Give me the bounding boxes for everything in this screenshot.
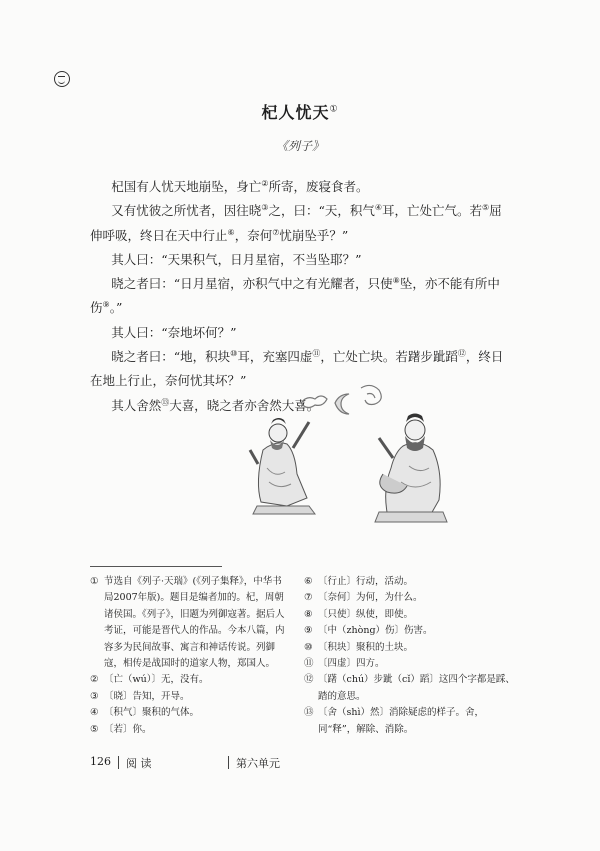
footnote-number: ⑫: [304, 674, 314, 686]
footer-section: 阅 读: [126, 757, 152, 770]
footnote: [90, 705, 290, 721]
paragraph-text: 耳，亡处亡气。若: [382, 203, 483, 219]
footer-divider: [118, 756, 119, 769]
illustration: [243, 378, 455, 538]
note-mark: ⑥: [227, 227, 235, 237]
footnote-number: ③: [90, 690, 99, 702]
paragraph-text: 耳，充塞四虚: [237, 349, 313, 365]
paragraph: [90, 199, 510, 248]
footnote-text: 节选自《列子·天瑞》(《列子集释》，中华书局2007年版)。题目是编者加的。杞，周朝诸侯国。《列子》，旧题为列御寇著。据后人考证，可能是晋代人的作品。今本八篇，内容多为民间故事、寓言和神话传说。列御寇，相传是战国时的道家人物，郑国人。: [104, 576, 285, 670]
footnote-text: 〔四虚〕四方。: [318, 658, 385, 670]
footnote: [90, 574, 290, 672]
footnote-text: 〔躇（chú）步跐（cǐ）蹈〕这四个字都是踩、踏的意思。: [318, 674, 515, 702]
footnote-number: ⑧: [304, 608, 313, 620]
paragraph-text: 之，曰：“天，积气: [268, 203, 375, 219]
paragraph-text: 其人舍然: [111, 397, 162, 413]
paragraph-text: 。”: [109, 300, 123, 316]
paragraph-text: 其人曰：“天果积气，日月星宿，不当坠耶？”: [111, 251, 362, 267]
footnote-number: ⑪: [304, 658, 314, 670]
footnote-text: 〔舍（shì）然〕消除疑虑的样子。舍，同“释”，解除、消除。: [318, 707, 485, 735]
paragraph-text: 又有忧彼之所忧者，因往晓: [111, 203, 262, 219]
footnote: [90, 672, 290, 688]
footnote-text: 〔中（zhòng）伤〕伤害。: [318, 625, 433, 637]
footnote-text: 〔奈何〕为何，为什么。: [318, 592, 423, 604]
footnote-number: ②: [90, 674, 99, 686]
footnote-number: ①: [90, 576, 99, 587]
footnote-text: 〔若〕你。: [104, 723, 152, 735]
footnote-number: ⑬: [304, 707, 314, 719]
page-number: 126: [90, 755, 111, 768]
footnote-rule: [90, 566, 222, 567]
footnote: [304, 590, 516, 606]
note-mark: ⑩: [230, 348, 238, 358]
footnote: [304, 623, 516, 639]
footer-divider: [228, 756, 229, 769]
paragraph-text: ，奈何: [234, 227, 273, 243]
paragraph: [90, 175, 510, 199]
note-mark: ⑪: [312, 348, 321, 358]
footnote: [304, 607, 516, 623]
paragraph-text: ，终日在地上行止，奈何忧其坏？”: [90, 349, 504, 389]
footnote-number: ⑤: [90, 723, 99, 735]
note-mark: ⑧: [392, 276, 400, 286]
footnote-number: ⑥: [304, 576, 313, 587]
footnote-text: 〔积气〕聚积的气体。: [104, 707, 200, 719]
paragraph-text: 坠，亦不能有所中伤: [90, 276, 500, 316]
footnote-text: 〔积块〕聚积的土块。: [318, 641, 414, 653]
page-title: 杞人忧天①: [261, 103, 339, 122]
note-mark: ⑫: [457, 348, 466, 358]
paragraph-text: 所寄，废寝食者。: [268, 179, 369, 194]
footnote-text: 〔行止〕行动，活动。: [318, 576, 414, 587]
footnotes-right: [304, 574, 516, 738]
note-mark: ③: [261, 203, 269, 213]
footnote-number: ④: [90, 707, 99, 719]
footnote-number: ⑦: [304, 592, 313, 604]
note-mark: ⑤: [482, 203, 490, 213]
left-figure-icon: [250, 418, 315, 514]
footnotes-left: [90, 574, 290, 738]
paragraph-text: 杞国有人忧天地崩坠，身亡: [111, 179, 262, 194]
footnote: [304, 574, 516, 590]
paragraph-text: 屈伸呼吸，终日在天中行止: [90, 203, 502, 243]
footnote-text: 〔只使〕纵使，即使。: [318, 608, 414, 620]
cloud-moon-icon: [301, 385, 381, 414]
paragraph-text: ，亡处亡块。若躇步跐蹈: [320, 349, 458, 365]
paragraph-text: 其人曰：“奈地坏何？”: [111, 324, 237, 340]
footnote-text: 〔亡（wú）〕无，没有。: [104, 674, 209, 686]
note-mark: ⑬: [161, 397, 170, 407]
footnote: [304, 656, 516, 672]
paragraph-text: 忧崩坠乎？”: [279, 227, 349, 243]
note-mark: ④: [374, 203, 383, 213]
note-mark: ⑦: [272, 227, 280, 237]
footnote: [304, 672, 516, 705]
footnote: [304, 705, 516, 738]
footnote-number: ⑩: [304, 641, 313, 653]
footnote-text: 〔晓〕告知，开导。: [104, 690, 190, 702]
note-mark: ⑨: [102, 300, 110, 310]
source-line: 《列子》: [275, 139, 324, 153]
right-figure-icon: [375, 414, 447, 523]
footnote-number: ⑨: [304, 625, 313, 637]
footnote: [90, 689, 290, 705]
paragraph-text: 大喜，晓之者亦舍然大喜。: [169, 397, 320, 413]
title-note-mark: ①: [329, 104, 339, 115]
note-mark: ②: [261, 178, 269, 188]
paragraph: [90, 248, 510, 272]
footnote: [90, 722, 290, 738]
paragraph: [90, 272, 510, 321]
paragraph: [90, 321, 510, 345]
smile-face-icon: [54, 71, 70, 87]
footnote: [304, 640, 516, 656]
paragraph-text: 晓之者曰：“日月星宿，亦积气中之有光耀者，只使: [111, 276, 393, 292]
page-footer: [90, 755, 510, 771]
footer-unit: 第六单元: [236, 757, 280, 770]
paragraph-text: 晓之者曰：“地，积块: [111, 349, 231, 365]
